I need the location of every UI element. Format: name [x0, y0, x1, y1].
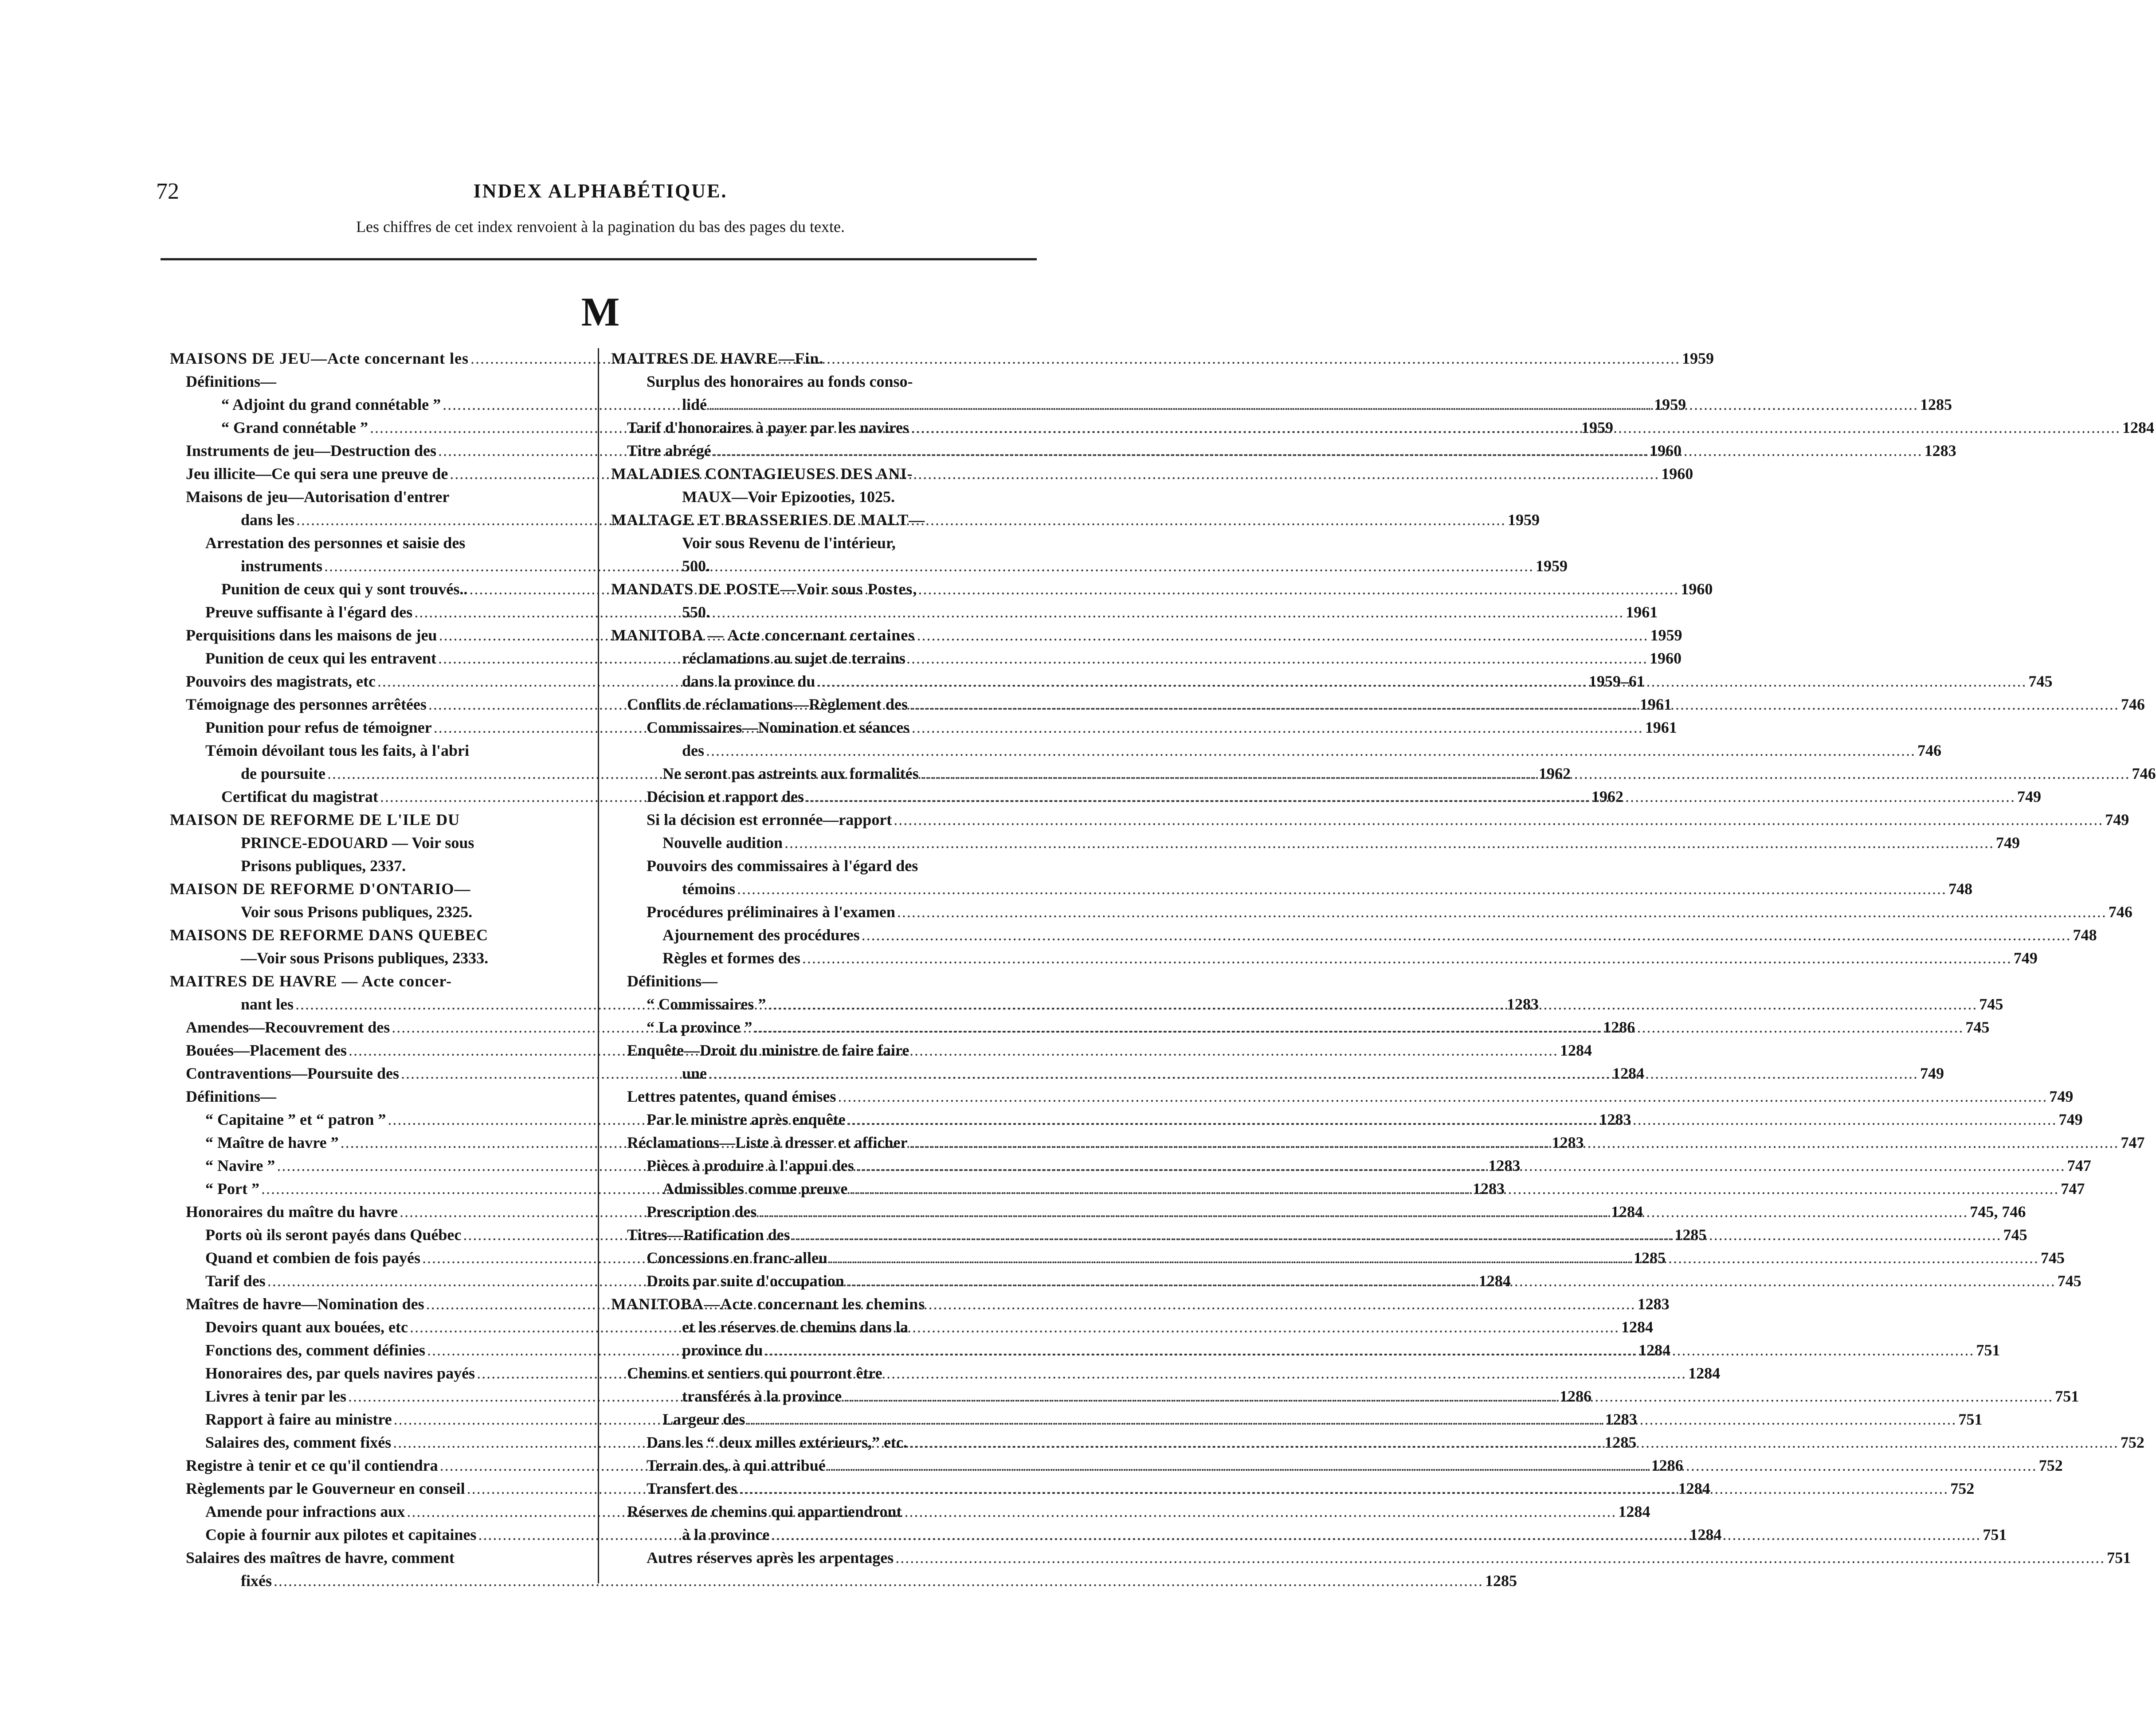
entry-text: Quand et combien de fois payés [205, 1249, 421, 1267]
entry-page-ref: 1285 [1674, 1226, 1707, 1244]
entry-text: MALADIES CONTAGIEUSES DES ANI- [611, 465, 913, 483]
entry-page-ref: 1283 [1507, 995, 1539, 1013]
entry-text: Procédures préliminaires à l'examen [647, 903, 895, 921]
entry-text: 500. [682, 557, 710, 575]
entry-page-ref: 752 [2120, 1433, 2144, 1451]
entry-page-ref: 745 [2057, 1272, 2082, 1290]
entry-page-ref: 1283 [1605, 1410, 1637, 1428]
entry-page-ref: 745 [2028, 672, 2053, 690]
index-heading [611, 1292, 1037, 1316]
entry-text: Punition de ceux qui les entravent [205, 649, 437, 667]
entry-text: Admissibles comme preuve [662, 1180, 848, 1198]
dot-leader [827, 1454, 2037, 1477]
entry-page-ref: 749 [2049, 1088, 2074, 1105]
entry-text: Dans les “ deux milles extérieurs,” etc. [647, 1433, 907, 1451]
entry-page-ref: 751 [2107, 1549, 2131, 1567]
dot-leader [713, 439, 1923, 462]
index-heading [611, 624, 1037, 647]
entry-page-ref: 1962 [1591, 788, 1623, 805]
dot-leader [784, 831, 1994, 854]
index-entry [611, 923, 2097, 946]
dot-leader [817, 670, 2027, 693]
entry-text: Commissaires—Nomination et séances [647, 719, 910, 736]
entry-page-ref: 745, 746 [1970, 1203, 2026, 1221]
dot-leader [846, 1269, 2056, 1292]
entry-text: Salaires des maîtres de havre, comment [186, 1549, 455, 1567]
entry-text: PRINCE-EDOUARD — Voir sous [241, 834, 474, 852]
dot-leader [847, 1108, 2057, 1131]
entry-text: province du [682, 1341, 763, 1359]
entry-text: Maîtres de havre—Nomination des [186, 1295, 424, 1313]
index-entry [170, 531, 591, 554]
entry-text: réclamations au sujet de terrains [682, 649, 906, 667]
dot-leader [909, 1431, 2119, 1454]
entry-text: Pouvoirs des magistrats, etc [186, 672, 376, 690]
entry-text: Prisons publiques, 2337. [241, 857, 406, 875]
entry-page-ref: 1284 [1618, 1503, 1650, 1520]
index-heading [170, 877, 591, 900]
entry-page-ref: 1960 [1661, 465, 1693, 483]
entry-page-ref: 1286 [1651, 1457, 1683, 1474]
entry-page-ref: 1283 [1552, 1134, 1584, 1151]
dot-leader [849, 1177, 2059, 1200]
entry-page-ref: 749 [2017, 788, 2041, 805]
entry-page-ref: 1283 [1599, 1111, 1631, 1128]
entry-text: Fonctions des, comment définies [205, 1341, 425, 1359]
entry-page-ref: 1285 [1634, 1249, 1666, 1267]
dot-leader [895, 1546, 2105, 1569]
entry-text: Règles et formes des [662, 949, 800, 967]
dot-leader [274, 1569, 1483, 1592]
entry-page-ref: 748 [1948, 880, 1972, 898]
index-entry [611, 900, 2132, 923]
entry-text: Salaires des, comment fixés [205, 1433, 392, 1451]
entry-text: Prescription des [647, 1203, 757, 1221]
index-entry [170, 900, 591, 923]
entry-text: MAISON DE REFORME D'ONTARIO— [170, 880, 471, 898]
entry-text: Droits par suite d'occupation [647, 1272, 844, 1290]
section-letter: M [581, 289, 620, 334]
entry-page-ref: 1283 [1637, 1295, 1670, 1313]
dot-leader [709, 1062, 1918, 1085]
entry-page-ref: 1286 [1603, 1018, 1635, 1036]
entry-text: Perquisitions dans les maisons de jeu [186, 626, 437, 644]
entry-page-ref: 745 [2041, 1249, 2065, 1267]
entry-page-ref: 1959 [1581, 419, 1614, 436]
entry-text: Tarif des [205, 1272, 266, 1290]
entry-text: Devoirs quant aux bouées, etc [205, 1318, 408, 1336]
dot-leader [754, 1016, 1964, 1039]
entry-page-ref: 1283 [1924, 442, 1956, 459]
entry-page-ref: 1284 [1611, 1203, 1643, 1221]
index-entry [611, 485, 1037, 508]
entry-page-ref: 751 [2055, 1387, 2079, 1405]
entry-text: Voir sous Revenu de l'intérieur, [682, 534, 896, 552]
entry-text: Preuve suffisante à l'égard des [205, 603, 413, 621]
dot-leader [856, 1154, 2066, 1177]
entry-text: MANDATS DE POSTE—Voir sous Postes, [611, 580, 917, 598]
entry-text: témoins [682, 880, 735, 898]
entry-page-ref: 751 [1983, 1526, 2007, 1543]
entry-page-ref: 746 [2132, 765, 2156, 782]
entry-text: MAISONS DE REFORME DANS QUEBEC [170, 926, 489, 944]
dot-leader [909, 1131, 2119, 1154]
entry-text: Punition pour refus de témoigner [205, 719, 432, 736]
entry-page-ref: 745 [1979, 995, 2003, 1013]
entry-text: Voir sous Prisons publiques, 2325. [241, 903, 473, 921]
entry-page-ref: 751 [1958, 1410, 1983, 1428]
dot-leader [909, 693, 2119, 716]
index-entry [611, 946, 2038, 970]
entry-text: MAITRES DE HAVRE — Acte concer- [170, 972, 452, 990]
entry-text: Par le ministre après enquête [647, 1111, 846, 1128]
entry-text: Registre à tenir et ce qu'il contiendra [186, 1457, 438, 1474]
entry-text: dans les [241, 511, 295, 529]
entry-page-ref: 1959 [1508, 511, 1540, 529]
entry-page-ref: 1961 [1645, 719, 1677, 736]
entry-text: Si la décision est erronnée—rapport [647, 811, 892, 829]
index-entry [611, 739, 1942, 762]
entry-text: MAUX—Voir Epizooties, 1025. [682, 488, 895, 506]
entry-text: de poursuite [241, 765, 326, 782]
dot-leader [894, 808, 2103, 831]
entry-text: Jeu illicite—Ce qui sera une preuve de [186, 465, 448, 483]
entry-page-ref: 1284 [2122, 419, 2155, 436]
index-entry [611, 716, 1037, 739]
dot-leader [764, 1339, 1974, 1362]
entry-text: Contraventions—Poursuite des [186, 1064, 400, 1082]
entry-text: Copie à fournir aux pilotes et capitaines [205, 1526, 477, 1543]
entry-text: Ajournement des procédures [662, 926, 860, 944]
running-head: INDEX ALPHABÉTIQUE. [473, 180, 728, 202]
entry-text: Témoignage des personnes arrêtées [186, 695, 427, 713]
entry-page-ref: 1960 [1649, 442, 1682, 459]
index-entry [611, 1085, 2074, 1108]
dot-leader [838, 1085, 2047, 1108]
entry-text: Ne seront pas astreints aux formalités [662, 765, 919, 782]
page-number: 72 [156, 179, 179, 204]
index-entry [611, 831, 2020, 854]
entry-page-ref: 1961 [1626, 603, 1658, 621]
index-entry [170, 946, 591, 970]
index-heading [170, 923, 591, 946]
entry-text: Livres à tenir par les [205, 1387, 346, 1405]
entry-text: Bouées—Placement des [186, 1041, 347, 1059]
dot-leader [806, 785, 2015, 808]
entry-text: MAISON DE REFORME DE L'ILE DU [170, 811, 460, 829]
entry-text: Pièces à produire à l'appui des [647, 1157, 854, 1174]
entry-page-ref: 747 [2121, 1134, 2145, 1151]
entry-page-ref: 1959 [1682, 349, 1714, 367]
entry-page-ref: 1962 [1539, 765, 1571, 782]
entry-text: Honoraires des, par quels navires payés [205, 1364, 475, 1382]
entry-text: Instruments de jeu—Destruction des [186, 442, 436, 459]
dot-leader [862, 923, 2071, 946]
entry-page-ref: 1283 [1472, 1180, 1505, 1198]
entry-text: Tarif d'honoraires à payer par les navires [627, 419, 909, 436]
entry-text: Arrestation des personnes et saisie des [205, 534, 466, 552]
index-entry [611, 1500, 1037, 1523]
entry-page-ref: 751 [1976, 1341, 2000, 1359]
entry-text: Nouvelle audition [662, 834, 783, 852]
dot-leader [802, 946, 2012, 970]
entry-text: Terrain des, à qui attribué [647, 1457, 826, 1474]
entry-text: des [682, 742, 705, 759]
entry-page-ref: 1959–61 [1588, 672, 1645, 690]
index-entry [611, 970, 1037, 993]
entry-page-ref: 1285 [1604, 1433, 1637, 1451]
entry-page-ref: 1286 [1560, 1387, 1592, 1405]
entry-page-ref: 749 [1996, 834, 2020, 852]
entry-text: Définitions— [627, 972, 718, 990]
entry-text: Largeur des [662, 1410, 745, 1428]
entry-page-ref: 1284 [1560, 1041, 1592, 1059]
entry-text: lidé [682, 396, 707, 413]
entry-page-ref: 745 [1965, 1018, 1990, 1036]
entry-page-ref: 1284 [1638, 1341, 1670, 1359]
index-heading [170, 970, 591, 993]
entry-page-ref: 748 [2073, 926, 2097, 944]
dot-leader [921, 762, 2130, 785]
entry-text: “ Adjoint du grand connétable ” [221, 396, 441, 413]
index-heading [611, 508, 1037, 531]
entry-page-ref: 1284 [1621, 1318, 1653, 1336]
index-entry [611, 1546, 2131, 1569]
index-entry [611, 808, 2129, 831]
entry-text: —Voir sous Prisons publiques, 2333. [241, 949, 489, 967]
entry-text: Autres réserves après les arpentages [647, 1549, 894, 1567]
entry-page-ref: 749 [1920, 1064, 1944, 1082]
entry-text: Décision et rapport des [647, 788, 804, 805]
entry-page-ref: 1283 [1488, 1157, 1521, 1174]
index-entry [611, 1039, 1037, 1062]
entry-page-ref: 747 [2067, 1157, 2091, 1174]
entry-text: Transfert des [647, 1480, 737, 1497]
entry-text: Maisons de jeu—Autorisation d'entrer [186, 488, 450, 506]
index-entry [611, 1316, 1037, 1339]
entry-page-ref: 1960 [1681, 580, 1713, 598]
index-entry [611, 1362, 1037, 1385]
entry-text: “ Grand connétable ” [221, 419, 368, 436]
index-heading [170, 808, 591, 831]
entry-text: Titres—Ratification des [627, 1226, 790, 1244]
dot-leader [843, 1385, 2053, 1408]
entry-page-ref: 1959 [1536, 557, 1568, 575]
entry-text: une [682, 1064, 707, 1082]
entry-text: “ Navire ” [205, 1157, 275, 1174]
entry-text: Pouvoirs des commissaires à l'égard des [647, 857, 918, 875]
index-entry [611, 601, 1037, 624]
entry-text: Réserves de chemins qui appartiendront [627, 1503, 902, 1520]
entry-text: Lettres patentes, quand émises [627, 1088, 836, 1105]
index-entry [170, 1546, 591, 1569]
entry-text: MANITOBA — Acte concernant certaines [611, 626, 915, 644]
index-entry [170, 370, 591, 393]
entry-page-ref: 746 [1917, 742, 1942, 759]
dot-leader [911, 416, 2121, 439]
entry-page-ref: 1960 [1650, 649, 1682, 667]
entry-text: transférés à la province [682, 1387, 842, 1405]
index-entry [611, 531, 1037, 554]
pagination-note: Les chiffres de cet index renvoient à la pagination du bas des pages du texte. [356, 218, 845, 236]
index-entry [611, 854, 1037, 877]
entry-page-ref: 746 [2108, 903, 2132, 921]
entry-text: Titre abrégé [627, 442, 711, 459]
index-entry [170, 739, 591, 762]
entry-text: Définitions— [186, 373, 277, 390]
entry-page-ref: 1959 [1654, 396, 1686, 413]
index-entry [170, 1569, 1517, 1592]
entry-page-ref: 1284 [1690, 1526, 1722, 1543]
entry-text: Règlements par le Gouverneur en conseil [186, 1480, 465, 1497]
index-entry [611, 647, 1037, 670]
dot-leader [829, 1246, 2039, 1269]
index-entry [611, 370, 1037, 393]
dot-leader [706, 739, 1916, 762]
entry-text: Concessions en franc-alleu [647, 1249, 827, 1267]
dot-leader [768, 993, 1977, 1016]
index-entry [170, 1085, 591, 1108]
entry-page-ref: 752 [2038, 1457, 2063, 1474]
dot-leader [739, 1477, 1948, 1500]
entry-page-ref: 1284 [1612, 1064, 1645, 1082]
entry-page-ref: 1285 [1920, 396, 1952, 413]
entry-text: MAITRES DE HAVRE—Fin. [611, 349, 824, 367]
entry-text: Conflits de réclamations—Règlement des [627, 695, 908, 713]
entry-text: “ Maître de havre ” [205, 1134, 339, 1151]
entry-text: Définitions— [186, 1088, 277, 1105]
entry-page-ref: 1284 [1678, 1480, 1710, 1497]
entry-text: Amende pour infractions aux [205, 1503, 405, 1520]
entry-text: MALTAGE ET BRASSERIES DE MALT— [611, 511, 925, 529]
index-heading [611, 347, 1037, 370]
header-rule [161, 258, 1037, 260]
entry-text: “ Capitaine ” et “ patron ” [205, 1111, 386, 1128]
dot-leader [747, 1408, 1956, 1431]
entry-text: instruments [241, 557, 323, 575]
dot-leader [792, 1223, 2002, 1246]
entry-page-ref: 746 [2121, 695, 2145, 713]
entry-text: MAISONS DE JEU—Acte concernant les [170, 349, 469, 367]
index-heading [611, 462, 1037, 485]
index-entry [170, 854, 591, 877]
entry-text: Chemins et sentiers qui pourront être [627, 1364, 882, 1382]
entry-page-ref: 752 [1950, 1480, 1975, 1497]
entry-text: Témoin dévoilant tous les faits, à l'abri [205, 742, 470, 759]
index-heading [611, 577, 1037, 601]
entry-page-ref: 745 [2003, 1226, 2027, 1244]
entry-text: et les réserves de chemins dans la [682, 1318, 908, 1336]
dot-leader [758, 1200, 1968, 1223]
index-entry [611, 877, 1972, 900]
index-entry [170, 831, 591, 854]
entry-page-ref: 749 [2058, 1111, 2083, 1128]
entry-text: Surplus des honoraires au fonds conso- [647, 373, 913, 390]
entry-text: Amendes—Recouvrement des [186, 1018, 390, 1036]
index-entry [170, 485, 591, 508]
entry-text: “ Commissaires ” [647, 995, 766, 1013]
entry-text: Ports où ils seront payés dans Québec [205, 1226, 462, 1244]
dot-leader [897, 900, 2107, 923]
entry-page-ref: 749 [2105, 811, 2129, 829]
index-entry [611, 554, 1037, 577]
entry-page-ref: 1959 [1650, 626, 1682, 644]
entry-text: “ Port ” [205, 1180, 259, 1198]
entry-page-ref: 747 [2061, 1180, 2085, 1198]
entry-text: fixés [241, 1572, 272, 1590]
entry-page-ref: 1284 [1688, 1364, 1721, 1382]
column-divider [598, 348, 599, 1583]
dot-leader [771, 1523, 1981, 1546]
dot-leader [737, 877, 1947, 900]
entry-text: MANITOBA—Acte concernant les chemins [611, 1295, 925, 1313]
dot-leader [709, 393, 1918, 416]
entry-text: “ La province ” [647, 1018, 753, 1036]
entry-page-ref: 1285 [1485, 1572, 1517, 1590]
entry-page-ref: 1961 [1639, 695, 1672, 713]
entry-text: Réclamations—Liste à dresser et afficher [627, 1134, 908, 1151]
entry-page-ref: 749 [2013, 949, 2038, 967]
entry-text: nant les [241, 995, 294, 1013]
entry-text: dans la province du [682, 672, 815, 690]
entry-text: Punition de ceux qui y sont trouvés.. [221, 580, 468, 598]
entry-text: Rapport à faire au ministre [205, 1410, 392, 1428]
entry-text: Certificat du magistrat [221, 788, 378, 805]
entry-text: Honoraires du maître du havre [186, 1203, 398, 1221]
entry-text: 550. [682, 603, 710, 621]
entry-text: à la province [682, 1526, 770, 1543]
entry-page-ref: 1284 [1478, 1272, 1511, 1290]
entry-text: Enquête—Droit du ministre de faire faire [627, 1041, 909, 1059]
